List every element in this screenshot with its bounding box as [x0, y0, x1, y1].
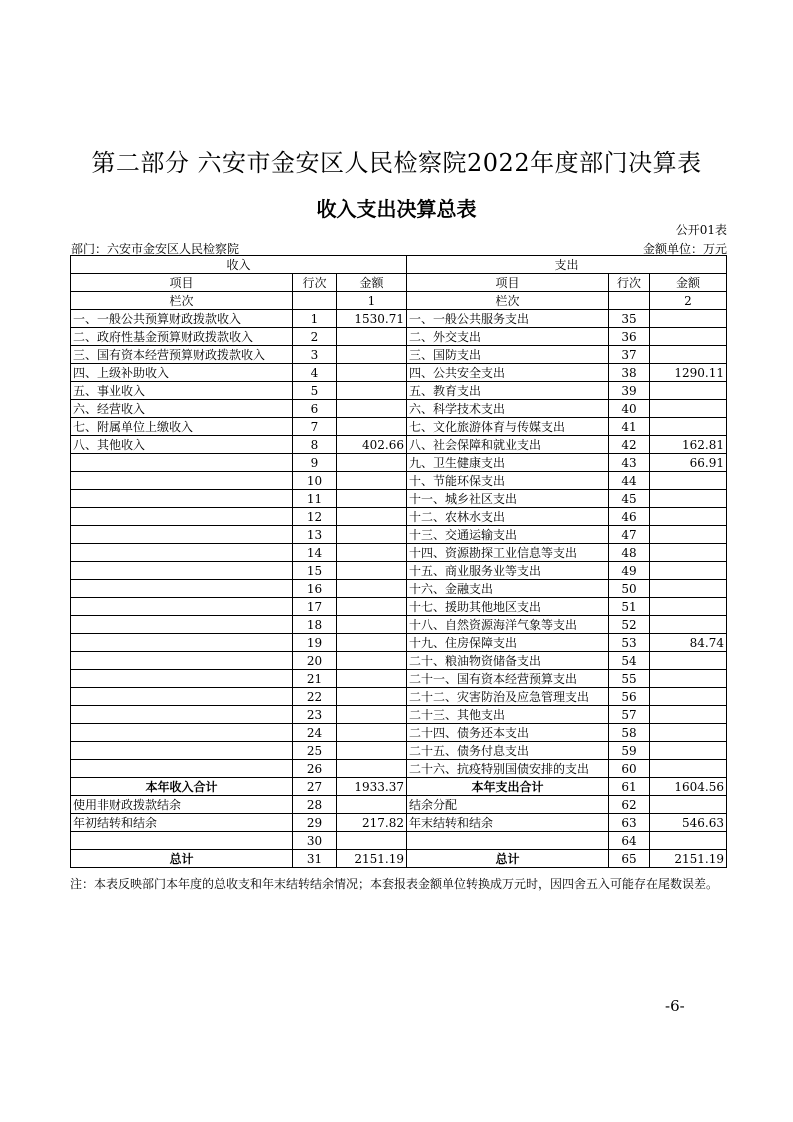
income-row-no: 1	[293, 310, 337, 328]
expense-amount: 162.81	[650, 436, 727, 454]
table-row	[71, 328, 727, 346]
income-item	[71, 544, 293, 562]
income-amount	[337, 598, 407, 616]
income-row-no: 13	[293, 526, 337, 544]
document-title: 第二部分 六安市金安区人民检察院2022年度部门决算表	[91, 149, 702, 177]
expense-row-no: 54	[609, 652, 650, 670]
income-year-total-label: 本年收入合计	[71, 778, 293, 796]
expense-row-no: 38	[609, 364, 650, 382]
expense-item: 三、国防支出	[407, 346, 609, 364]
expense-row-no: 50	[609, 580, 650, 598]
table-row	[71, 598, 727, 616]
table-row	[71, 472, 727, 490]
income-row-no: 4	[293, 364, 337, 382]
income-row-no: 26	[293, 760, 337, 778]
income-row-no: 16	[293, 580, 337, 598]
income-amount	[337, 616, 407, 634]
income-row-no: 6	[293, 400, 337, 418]
income-row-no: 29	[293, 814, 337, 832]
expense-amount	[650, 688, 727, 706]
income-row-no: 15	[293, 562, 337, 580]
section-header-row	[71, 256, 727, 274]
expense-item: 十一、城乡社区支出	[407, 490, 609, 508]
empty-cell	[609, 292, 650, 310]
expense-row-no: 35	[609, 310, 650, 328]
expense-row-no: 44	[609, 472, 650, 490]
table-row	[71, 400, 727, 418]
table-row	[71, 580, 727, 598]
income-item: 二、政府性基金预算财政拨款收入	[71, 328, 293, 346]
expense-item: 二十五、债务付息支出	[407, 742, 609, 760]
expense-row-no: 49	[609, 562, 650, 580]
table-row	[71, 724, 727, 742]
table-row	[71, 364, 727, 382]
income-amount	[337, 508, 407, 526]
income-amount	[337, 382, 407, 400]
expense-row-no-header: 行次	[609, 274, 650, 292]
expense-row-no: 41	[609, 418, 650, 436]
income-item: 六、经营收入	[71, 400, 293, 418]
table-row	[71, 436, 727, 454]
income-amount	[337, 328, 407, 346]
expense-amount	[650, 652, 727, 670]
expense-amount	[650, 598, 727, 616]
income-amount	[337, 472, 407, 490]
income-item: 五、事业收入	[71, 382, 293, 400]
expense-col-number: 2	[650, 292, 727, 310]
expense-row-no: 43	[609, 454, 650, 472]
expense-amount-header: 金额	[650, 274, 727, 292]
expense-amount	[650, 472, 727, 490]
expense-row-no: 53	[609, 634, 650, 652]
income-item	[71, 598, 293, 616]
income-item	[71, 706, 293, 724]
income-row-no: 14	[293, 544, 337, 562]
income-row-no: 24	[293, 724, 337, 742]
income-grand-total-label: 总计	[71, 850, 293, 868]
income-amount	[337, 652, 407, 670]
income-row-no: 8	[293, 436, 337, 454]
income-item	[71, 634, 293, 652]
expense-row-no: 40	[609, 400, 650, 418]
expense-amount	[650, 616, 727, 634]
income-item	[71, 616, 293, 634]
income-amount	[337, 760, 407, 778]
expense-amount	[650, 742, 727, 760]
expense-item: 二十六、抗疫特别国债安排的支出	[407, 760, 609, 778]
income-item	[71, 688, 293, 706]
expense-year-total-no: 61	[609, 778, 650, 796]
income-index-label: 栏次	[71, 292, 293, 310]
expense-row-no: 45	[609, 490, 650, 508]
table-row	[71, 832, 727, 850]
income-item	[71, 526, 293, 544]
table-row	[71, 706, 727, 724]
income-amount	[337, 418, 407, 436]
expense-grand-total-no: 65	[609, 850, 650, 868]
form-number: 公开01表	[675, 223, 727, 237]
expense-grand-total-amount: 2151.19	[650, 850, 727, 868]
income-row-no: 19	[293, 634, 337, 652]
expense-item: 十五、商业服务业等支出	[407, 562, 609, 580]
expense-item-header: 项目	[407, 274, 609, 292]
expense-item: 十七、援助其他地区支出	[407, 598, 609, 616]
income-amount	[337, 634, 407, 652]
income-amount	[337, 706, 407, 724]
expense-grand-total-label: 总计	[407, 850, 609, 868]
table-row	[71, 508, 727, 526]
income-item	[71, 832, 293, 850]
income-amount	[337, 544, 407, 562]
expense-item: 二十一、国有资本经营预算支出	[407, 670, 609, 688]
table-row	[71, 616, 727, 634]
income-amount	[337, 724, 407, 742]
income-row-no: 18	[293, 616, 337, 634]
expense-row-no: 36	[609, 328, 650, 346]
table-row	[71, 814, 727, 832]
income-amount-header: 金额	[337, 274, 407, 292]
income-item	[71, 670, 293, 688]
expense-amount: 66.91	[650, 454, 727, 472]
expense-amount	[650, 328, 727, 346]
expense-item: 八、社会保障和就业支出	[407, 436, 609, 454]
expense-row-no: 48	[609, 544, 650, 562]
income-row-no: 2	[293, 328, 337, 346]
income-item: 七、附属单位上缴收入	[71, 418, 293, 436]
expense-item: 二十四、债务还本支出	[407, 724, 609, 742]
expense-row-no: 64	[609, 832, 650, 850]
income-amount	[337, 796, 407, 814]
income-amount	[337, 742, 407, 760]
grand-total-row	[71, 850, 727, 868]
income-row-no: 5	[293, 382, 337, 400]
income-item	[71, 760, 293, 778]
footnote: 注：本表反映部门本年度的总收支和年末结转结余情况；本套报表金额单位转换成万元时，因四舍五入可能存在尾数误差。	[70, 877, 719, 891]
income-item-header: 项目	[71, 274, 293, 292]
expense-item: 十二、农林水支出	[407, 508, 609, 526]
income-item	[71, 580, 293, 598]
table-row	[71, 346, 727, 364]
table-row	[71, 634, 727, 652]
table-row	[71, 490, 727, 508]
expense-amount: 546.63	[650, 814, 727, 832]
expense-row-no: 57	[609, 706, 650, 724]
table-row	[71, 742, 727, 760]
income-item	[71, 652, 293, 670]
expense-amount	[650, 706, 727, 724]
income-item	[71, 508, 293, 526]
expense-item: 四、公共安全支出	[407, 364, 609, 382]
table-row	[71, 670, 727, 688]
income-row-no: 3	[293, 346, 337, 364]
expense-row-no: 62	[609, 796, 650, 814]
expense-row-no: 60	[609, 760, 650, 778]
expense-amount	[650, 346, 727, 364]
income-row-no: 22	[293, 688, 337, 706]
expense-section-header: 支出	[407, 256, 727, 274]
expense-item: 二、外交支出	[407, 328, 609, 346]
income-row-no: 21	[293, 670, 337, 688]
income-amount	[337, 670, 407, 688]
expense-amount: 1290.11	[650, 364, 727, 382]
table-row	[71, 310, 727, 328]
expense-item: 十四、资源勘探工业信息等支出	[407, 544, 609, 562]
table-row	[71, 526, 727, 544]
expense-item: 十、节能环保支出	[407, 472, 609, 490]
income-amount	[337, 580, 407, 598]
expense-item: 十三、交通运输支出	[407, 526, 609, 544]
expense-amount	[650, 796, 727, 814]
income-amount	[337, 562, 407, 580]
income-item	[71, 472, 293, 490]
income-item	[71, 490, 293, 508]
expense-item: 年末结转和结余	[407, 814, 609, 832]
income-amount	[337, 832, 407, 850]
table-row	[71, 688, 727, 706]
expense-item: 二十三、其他支出	[407, 706, 609, 724]
expense-row-no: 56	[609, 688, 650, 706]
year-total-row	[71, 778, 727, 796]
income-item	[71, 742, 293, 760]
income-amount: 217.82	[337, 814, 407, 832]
income-item	[71, 454, 293, 472]
expense-amount	[650, 760, 727, 778]
expense-amount: 84.74	[650, 634, 727, 652]
income-grand-total-amount: 2151.19	[337, 850, 407, 868]
income-item: 年初结转和结余	[71, 814, 293, 832]
expense-item: 结余分配	[407, 796, 609, 814]
expense-amount	[650, 418, 727, 436]
income-item	[71, 724, 293, 742]
income-row-no: 17	[293, 598, 337, 616]
expense-row-no: 52	[609, 616, 650, 634]
expense-item: 九、卫生健康支出	[407, 454, 609, 472]
expense-row-no: 37	[609, 346, 650, 364]
expense-amount	[650, 832, 727, 850]
income-row-no: 28	[293, 796, 337, 814]
expense-item: 二十二、灾害防治及应急管理支出	[407, 688, 609, 706]
expense-row-no: 47	[609, 526, 650, 544]
income-row-no: 7	[293, 418, 337, 436]
expense-amount	[650, 526, 727, 544]
income-row-no: 20	[293, 652, 337, 670]
table-row	[71, 562, 727, 580]
expense-amount	[650, 382, 727, 400]
expense-item: 十九、住房保障支出	[407, 634, 609, 652]
expense-amount	[650, 310, 727, 328]
expense-item	[407, 832, 609, 850]
table-row	[71, 418, 727, 436]
table-title: 收入支出决算总表	[316, 197, 477, 221]
income-row-no: 12	[293, 508, 337, 526]
expense-amount	[650, 670, 727, 688]
expense-year-total-amount: 1604.56	[650, 778, 727, 796]
expense-item: 十八、自然资源海洋气象等支出	[407, 616, 609, 634]
income-item: 使用非财政拨款结余	[71, 796, 293, 814]
table-row	[71, 382, 727, 400]
income-expense-table	[70, 255, 727, 868]
department-label: 部门：六安市金安区人民检察院	[71, 242, 240, 256]
expense-item: 十六、金融支出	[407, 580, 609, 598]
income-amount	[337, 526, 407, 544]
income-item: 八、其他收入	[71, 436, 293, 454]
income-section-header: 收入	[71, 256, 407, 274]
income-amount	[337, 346, 407, 364]
expense-row-no: 59	[609, 742, 650, 760]
income-item: 四、上级补助收入	[71, 364, 293, 382]
expense-item: 二十、粮油物资储备支出	[407, 652, 609, 670]
table-row	[71, 544, 727, 562]
income-amount	[337, 490, 407, 508]
table-row	[71, 454, 727, 472]
income-year-total-no: 27	[293, 778, 337, 796]
income-item: 一、一般公共预算财政拨款收入	[71, 310, 293, 328]
table-row	[71, 652, 727, 670]
income-amount	[337, 688, 407, 706]
column-index-row	[71, 292, 727, 310]
expense-item: 七、文化旅游体育与传媒支出	[407, 418, 609, 436]
income-item: 三、国有资本经营预算财政拨款收入	[71, 346, 293, 364]
expense-row-no: 46	[609, 508, 650, 526]
income-amount	[337, 454, 407, 472]
income-col-number: 1	[337, 292, 407, 310]
expense-row-no: 51	[609, 598, 650, 616]
income-row-no: 25	[293, 742, 337, 760]
expense-amount	[650, 400, 727, 418]
expense-amount	[650, 562, 727, 580]
income-row-no: 9	[293, 454, 337, 472]
amount-unit-label: 金额单位：万元	[642, 242, 727, 256]
expense-row-no: 39	[609, 382, 650, 400]
expense-item: 一、一般公共服务支出	[407, 310, 609, 328]
table-row	[71, 760, 727, 778]
expense-year-total-label: 本年支出合计	[407, 778, 609, 796]
table-row	[71, 796, 727, 814]
expense-row-no: 55	[609, 670, 650, 688]
income-amount	[337, 364, 407, 382]
income-row-no: 30	[293, 832, 337, 850]
income-row-no: 10	[293, 472, 337, 490]
expense-amount	[650, 490, 727, 508]
page-number: -6-	[665, 997, 685, 1015]
expense-row-no: 42	[609, 436, 650, 454]
expense-row-no: 58	[609, 724, 650, 742]
income-row-no-header: 行次	[293, 274, 337, 292]
income-item	[71, 562, 293, 580]
expense-row-no: 63	[609, 814, 650, 832]
expense-amount	[650, 580, 727, 598]
income-amount	[337, 400, 407, 418]
income-amount: 1530.71	[337, 310, 407, 328]
income-year-total-amount: 1933.37	[337, 778, 407, 796]
income-row-no: 11	[293, 490, 337, 508]
expense-amount	[650, 544, 727, 562]
expense-item: 五、教育支出	[407, 382, 609, 400]
income-row-no: 23	[293, 706, 337, 724]
income-amount: 402.66	[337, 436, 407, 454]
empty-cell	[293, 292, 337, 310]
column-header-row	[71, 274, 727, 292]
expense-amount	[650, 724, 727, 742]
expense-item: 六、科学技术支出	[407, 400, 609, 418]
expense-amount	[650, 508, 727, 526]
income-grand-total-no: 31	[293, 850, 337, 868]
expense-index-label: 栏次	[407, 292, 609, 310]
